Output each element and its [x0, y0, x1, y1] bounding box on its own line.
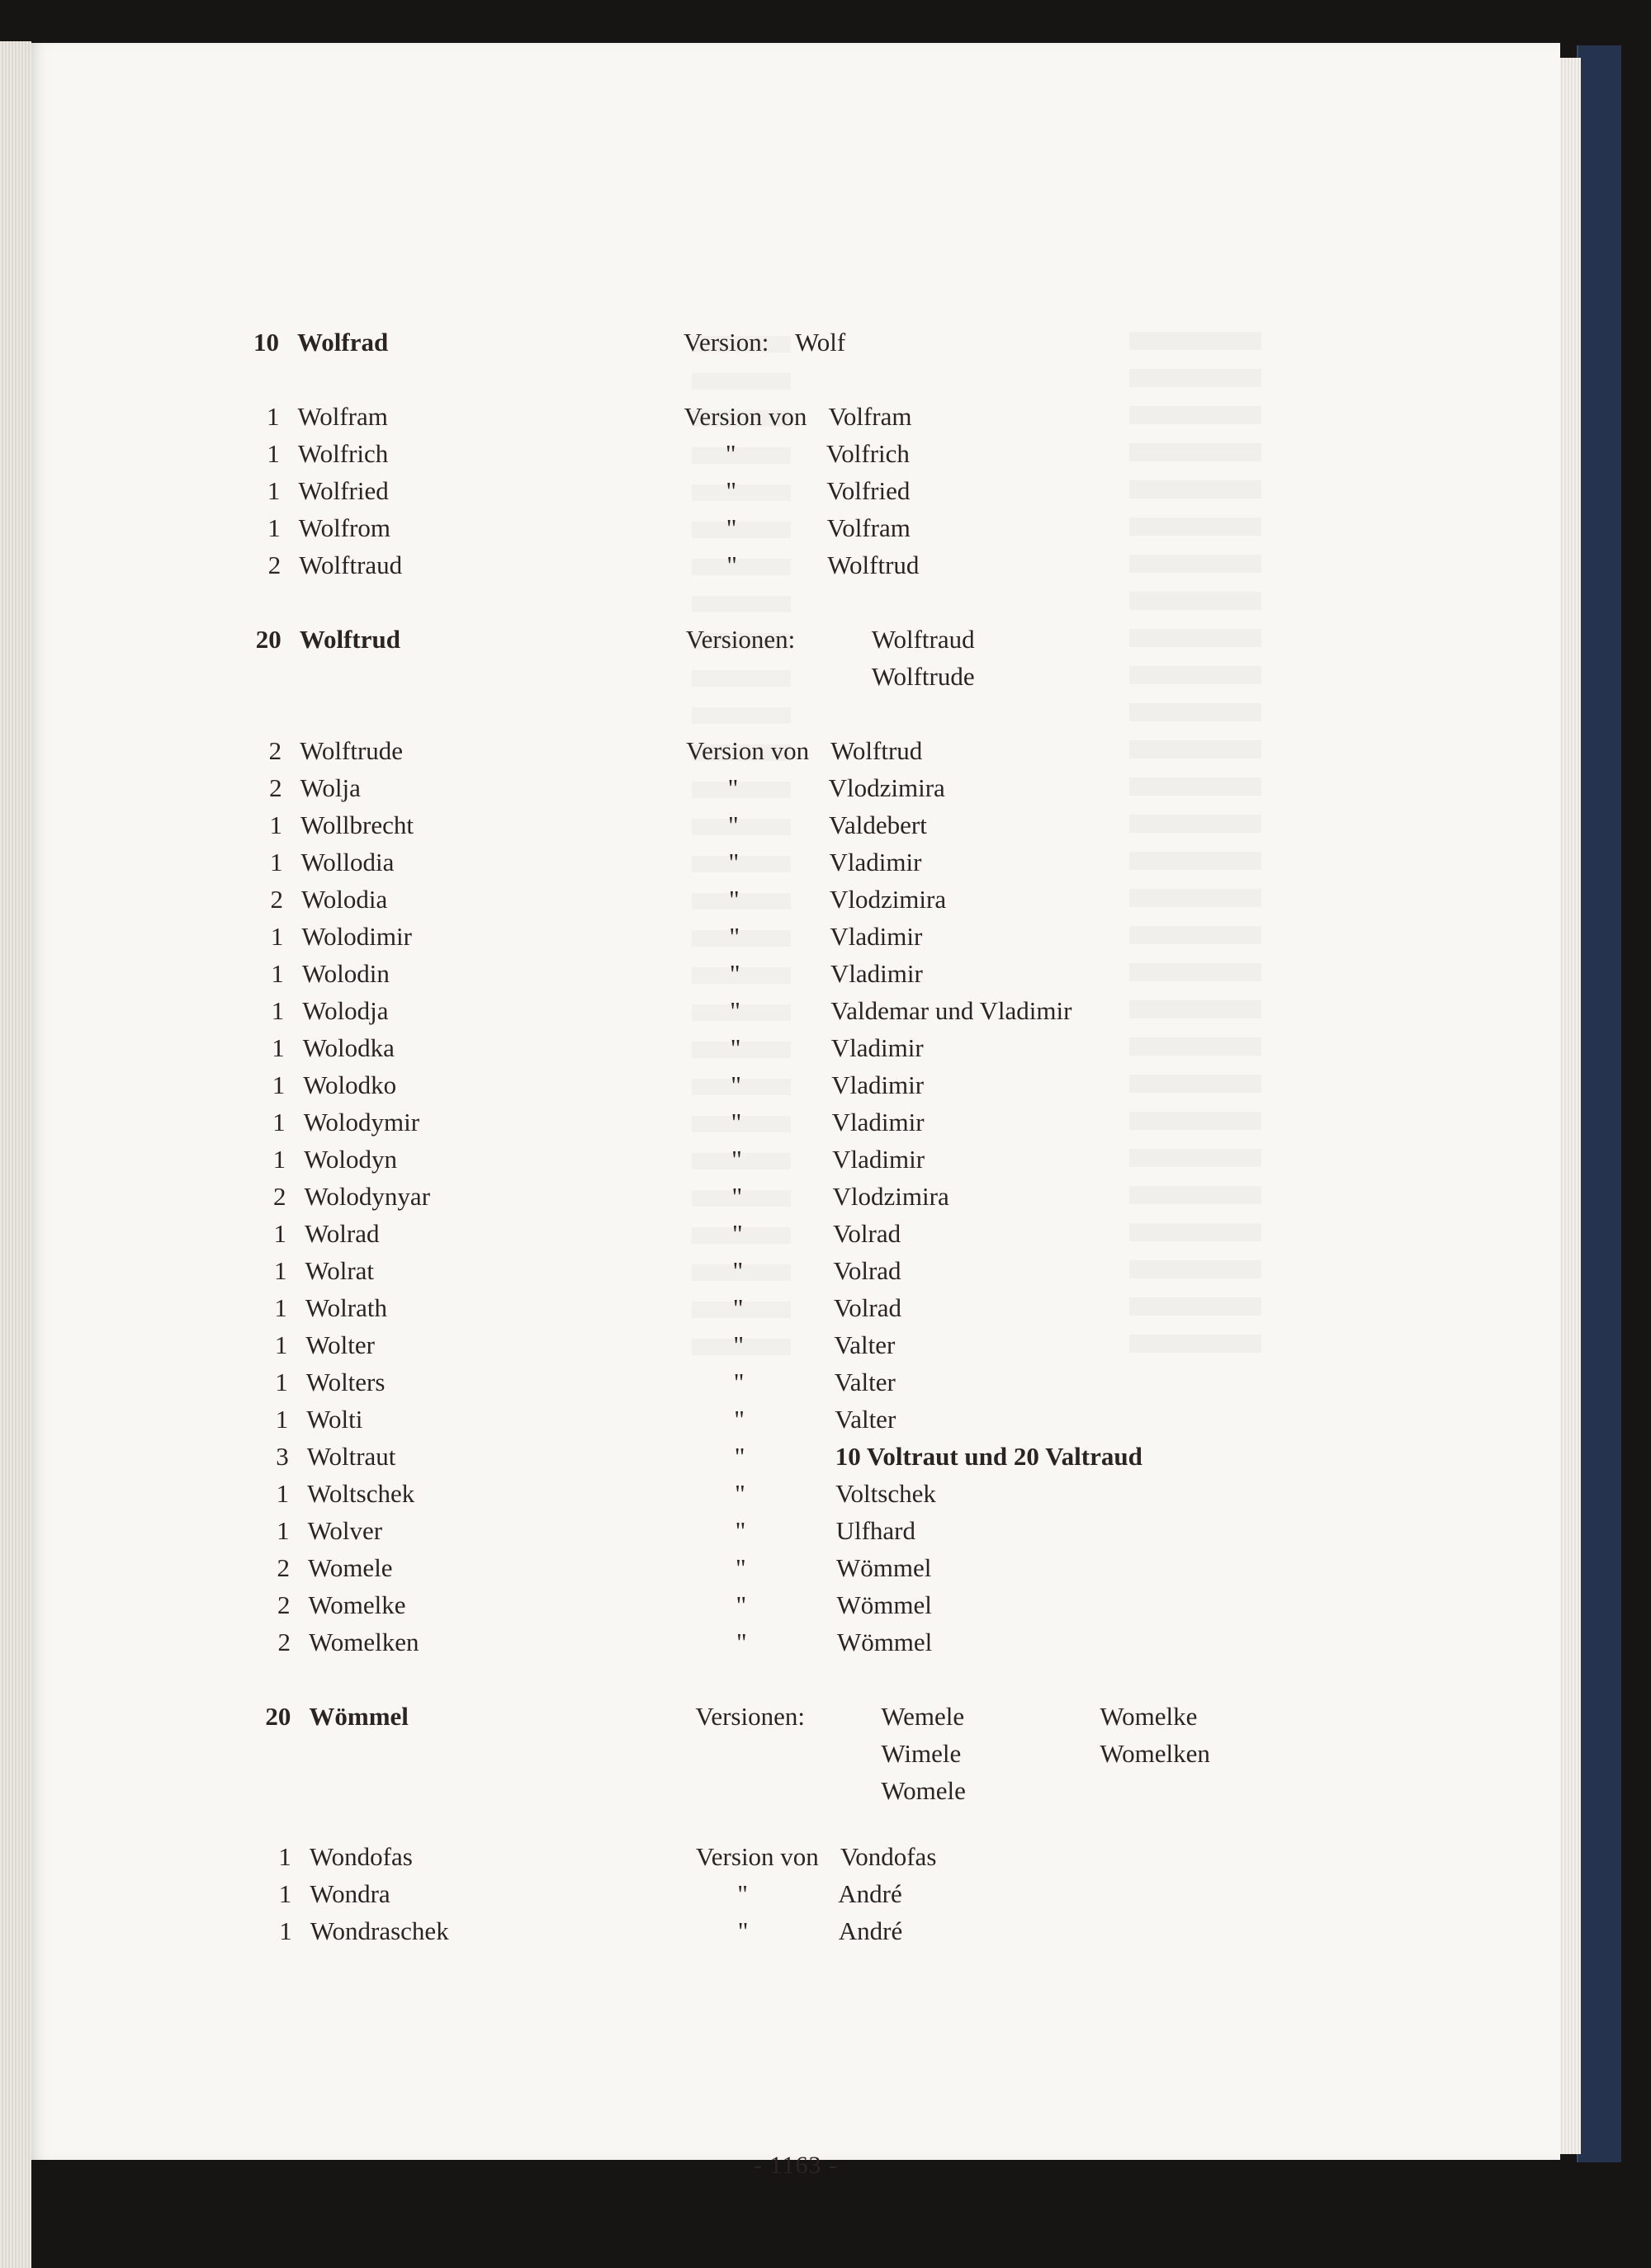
index-entry: [229, 324, 1385, 361]
entry-count: 1: [266, 402, 280, 431]
ditto-mark: ": [730, 996, 740, 1025]
entry-count: 1: [278, 1842, 291, 1871]
index-entry: [233, 806, 1388, 844]
entry-name: Wolfram: [297, 402, 388, 431]
entry-count: 1: [270, 922, 284, 951]
entry-name: Wolfrich: [297, 439, 389, 468]
ditto-mark: ": [737, 1879, 748, 1908]
entry-name: Wondraschek: [310, 1916, 449, 1945]
entry-reference: Vladimir: [831, 1070, 925, 1099]
entry-reference: Womele: [881, 1776, 966, 1805]
ditto-mark: ": [736, 1553, 746, 1582]
entry-reference: Wolftrud: [827, 550, 920, 579]
entry-name: Wolrad: [305, 1219, 380, 1248]
ditto-mark: ": [730, 1033, 741, 1062]
index-entry: [232, 732, 1388, 770]
index-entry: [234, 918, 1389, 956]
index-entry: [237, 1252, 1393, 1290]
entry-reference: Vladimir: [831, 1108, 925, 1136]
entry-name: Womelken: [308, 1628, 419, 1656]
index-entry: [237, 1178, 1393, 1216]
entry-count: 1: [277, 1516, 290, 1545]
entry-count: 10: [253, 328, 279, 357]
entry-reference: Volfram: [826, 513, 911, 542]
entry-count: 1: [269, 810, 283, 839]
entry-version-label: Versionen:: [695, 1702, 805, 1731]
entry-reference: Valter: [835, 1405, 896, 1434]
entry-name: Wömmel: [309, 1702, 409, 1731]
ditto-mark: ": [726, 550, 737, 579]
show-through-line: [692, 373, 791, 390]
entry-count: 1: [271, 996, 285, 1025]
book-page: [31, 43, 1560, 2179]
entry-reference: André: [838, 1916, 903, 1945]
ditto-mark: ": [731, 1070, 741, 1099]
left-page-edges: [0, 41, 31, 2268]
ditto-mark: ": [731, 1108, 742, 1136]
entry-name: Wolti: [306, 1405, 363, 1434]
entry-version-label: Version von: [684, 402, 807, 431]
entry-name: Wollodia: [300, 848, 395, 876]
index-entry: [236, 1141, 1392, 1179]
entry-count: 1: [272, 1070, 286, 1099]
entry-name: Wolters: [305, 1368, 386, 1396]
ditto-mark: ": [736, 1590, 747, 1619]
entry-reference: 10 Voltraut und 20 Valtraud: [835, 1442, 1142, 1471]
entry-name: Wolftrude: [300, 736, 404, 765]
entry-reference: Wömmel: [836, 1628, 933, 1656]
entry-count: 20: [255, 625, 281, 654]
entry-reference: Valter: [834, 1330, 896, 1359]
entry-reference: Vlodzimira: [828, 773, 945, 802]
index-entry: [234, 992, 1390, 1030]
index-entry: [237, 1215, 1393, 1253]
index-entry: [240, 1549, 1396, 1587]
entry-name: Wolodin: [301, 959, 390, 988]
ditto-mark: ": [735, 1479, 745, 1508]
entry-reference: Vlodzimira: [829, 885, 947, 914]
entry-reference: Vladimir: [832, 1145, 925, 1174]
entry-reference: Ulfhard: [835, 1516, 915, 1545]
index-entry: [238, 1326, 1393, 1364]
ditto-mark: ": [731, 1182, 743, 1211]
entry-reference: Wemele: [881, 1702, 965, 1731]
entry-count: 1: [267, 513, 281, 542]
entry-name: Wolja: [300, 773, 361, 802]
ditto-mark: ": [735, 1516, 746, 1545]
entry-reference: Volfried: [826, 476, 911, 505]
index-entry: [241, 1623, 1397, 1661]
entry-name: Wolodynyar: [304, 1182, 431, 1211]
index-entry: [241, 1698, 1397, 1805]
entry-count: 2: [277, 1590, 291, 1619]
show-through-line: [1129, 703, 1261, 721]
entry-reference: Volrad: [833, 1293, 901, 1322]
ditto-mark: ": [736, 1628, 747, 1656]
entry-name: Woltschek: [307, 1479, 415, 1508]
entry-count: 1: [270, 848, 283, 876]
ditto-mark: ": [732, 1293, 744, 1322]
index-entry: [243, 1912, 1398, 1950]
entry-count: 1: [278, 1879, 292, 1908]
index-entry: [234, 881, 1389, 919]
entry-count: 1: [267, 476, 281, 505]
entry-reference: Valter: [834, 1368, 896, 1396]
index-entry: [238, 1289, 1393, 1327]
index-entry: [241, 1586, 1397, 1624]
entry-version-label: Version von: [686, 736, 810, 765]
entry-reference: Wolftrud: [830, 736, 923, 765]
index-entry: [231, 509, 1387, 547]
entry-reference: Vladimir: [830, 922, 923, 951]
entry-count: 2: [277, 1553, 291, 1582]
entry-name: Wolodia: [300, 885, 388, 914]
index-entry: [236, 1103, 1392, 1141]
ditto-mark: ": [728, 810, 739, 839]
index-entry: [239, 1438, 1395, 1476]
entry-count: 3: [276, 1442, 289, 1471]
entry-count: 1: [276, 1479, 290, 1508]
entry-reference: Wömmel: [836, 1590, 932, 1619]
entry-name: Wollbrecht: [300, 810, 414, 839]
entry-count: 1: [275, 1405, 289, 1434]
entry-count: 1: [271, 959, 284, 988]
entry-count: 2: [267, 550, 281, 579]
ditto-mark: ": [728, 885, 740, 914]
entry-count: 1: [279, 1916, 292, 1945]
ditto-mark: ": [726, 476, 736, 505]
ditto-mark: ": [732, 1256, 744, 1285]
entry-reference: Vondofas: [840, 1842, 937, 1871]
entry-reference: Wolf: [795, 328, 846, 357]
entry-reference-secondary: Womelke: [1100, 1702, 1198, 1731]
index-entry: [239, 1475, 1395, 1513]
entry-count: 1: [272, 1145, 286, 1174]
entry-reference: Vlodzimira: [832, 1182, 949, 1211]
index-entry: [234, 955, 1390, 993]
entry-version-label: Versionen:: [685, 625, 796, 654]
entry-name: Wolodymir: [303, 1108, 420, 1136]
entry-name: Wolodimir: [301, 922, 412, 951]
entry-name: Wondra: [310, 1879, 390, 1908]
index-entry: [239, 1363, 1394, 1401]
index-entry: [239, 1401, 1394, 1439]
entry-reference: Volfrich: [826, 439, 910, 468]
entry-reference: Voltschek: [835, 1479, 936, 1508]
show-through-line: [1129, 592, 1261, 610]
entry-name: Wolter: [305, 1330, 375, 1359]
entry-count: 2: [277, 1628, 291, 1656]
ditto-mark: ": [734, 1442, 745, 1471]
index-entry: [230, 472, 1386, 510]
entry-name: Wolftraud: [299, 550, 403, 579]
entry-name: Wondofas: [309, 1842, 413, 1871]
ditto-mark: ": [737, 1916, 749, 1945]
entry-count: 1: [275, 1368, 288, 1396]
entry-reference: Wolftrude: [871, 662, 975, 691]
ditto-mark: ": [725, 439, 736, 468]
page-number: - 1163 -: [754, 2152, 838, 2179]
ditto-mark: ": [729, 959, 740, 988]
entry-reference: André: [838, 1879, 902, 1908]
entry-name: Wolrath: [305, 1293, 387, 1322]
index-entry: [235, 1029, 1391, 1067]
entry-reference: Wimele: [881, 1739, 962, 1768]
entry-reference: Vladimir: [829, 848, 922, 876]
index-entry: [240, 1512, 1396, 1550]
entry-count: 1: [272, 1108, 286, 1136]
entry-name: Wolodka: [302, 1033, 395, 1062]
ditto-mark: ": [732, 1219, 743, 1248]
ditto-mark: ": [733, 1330, 744, 1359]
entry-reference: Wömmel: [836, 1553, 932, 1582]
entry-count: 1: [274, 1293, 287, 1322]
show-through-line: [692, 707, 791, 724]
ditto-mark: ": [726, 513, 737, 542]
index-entry: [229, 398, 1385, 436]
index-entry: [235, 1066, 1391, 1104]
entry-reference-secondary: Womelken: [1100, 1739, 1210, 1768]
entry-version-label: Version von: [695, 1842, 819, 1871]
entry-reference: Valdebert: [829, 810, 927, 839]
show-through-line: [692, 670, 791, 687]
entry-count: 2: [269, 773, 282, 802]
entry-count: 2: [270, 885, 283, 914]
index-entry: [233, 769, 1388, 807]
entry-name: Womele: [308, 1553, 393, 1582]
entry-name: Wolfried: [298, 476, 389, 505]
entry-count: 1: [273, 1256, 287, 1285]
index-entry: [231, 546, 1387, 584]
entry-count: 1: [273, 1219, 286, 1248]
index-entry: [242, 1838, 1398, 1876]
entry-name: Wolftrud: [299, 625, 400, 654]
ditto-mark: ": [731, 1145, 742, 1174]
entry-reference: Valdemar und Vladimir: [830, 996, 1072, 1025]
book-cover-edge: [1577, 45, 1621, 2162]
entry-name: Wolodko: [303, 1070, 397, 1099]
show-through-line: [1129, 369, 1261, 387]
ditto-mark: ": [733, 1368, 745, 1396]
ditto-mark: ": [734, 1405, 745, 1434]
entry-name: Woltraut: [306, 1442, 396, 1471]
entry-name: Wolfrom: [298, 513, 390, 542]
show-through-line: [1129, 666, 1261, 684]
entry-reference: Vladimir: [830, 1033, 924, 1062]
entry-reference: Wolftraud: [871, 625, 975, 654]
entry-count: 1: [267, 439, 280, 468]
index-entry: [234, 843, 1389, 881]
entry-count: 2: [273, 1182, 286, 1211]
ditto-mark: ": [727, 773, 739, 802]
entry-name: Wolver: [307, 1516, 383, 1545]
entry-version-label: Version:: [684, 328, 769, 357]
ditto-mark: ": [729, 922, 740, 951]
ditto-mark: ": [728, 848, 740, 876]
index-entry: [232, 621, 1388, 691]
entry-count: 1: [274, 1330, 288, 1359]
entry-count: 20: [265, 1702, 291, 1731]
entry-count: 1: [272, 1033, 285, 1062]
entry-reference: Volfram: [828, 402, 912, 431]
entry-name: Wolrat: [305, 1256, 375, 1285]
entry-reference: Volrad: [833, 1256, 901, 1285]
entry-name: Wolodja: [302, 996, 389, 1025]
entry-reference: Volrad: [833, 1219, 901, 1248]
entry-reference: Vladimir: [830, 959, 923, 988]
entry-count: 2: [268, 736, 282, 765]
index-entry: [242, 1875, 1398, 1913]
show-through-line: [692, 596, 791, 612]
index-entry: [230, 435, 1386, 473]
entry-name: Womelke: [308, 1590, 406, 1619]
entry-name: Wolfrad: [297, 328, 389, 357]
entry-name: Wolodyn: [304, 1145, 397, 1174]
